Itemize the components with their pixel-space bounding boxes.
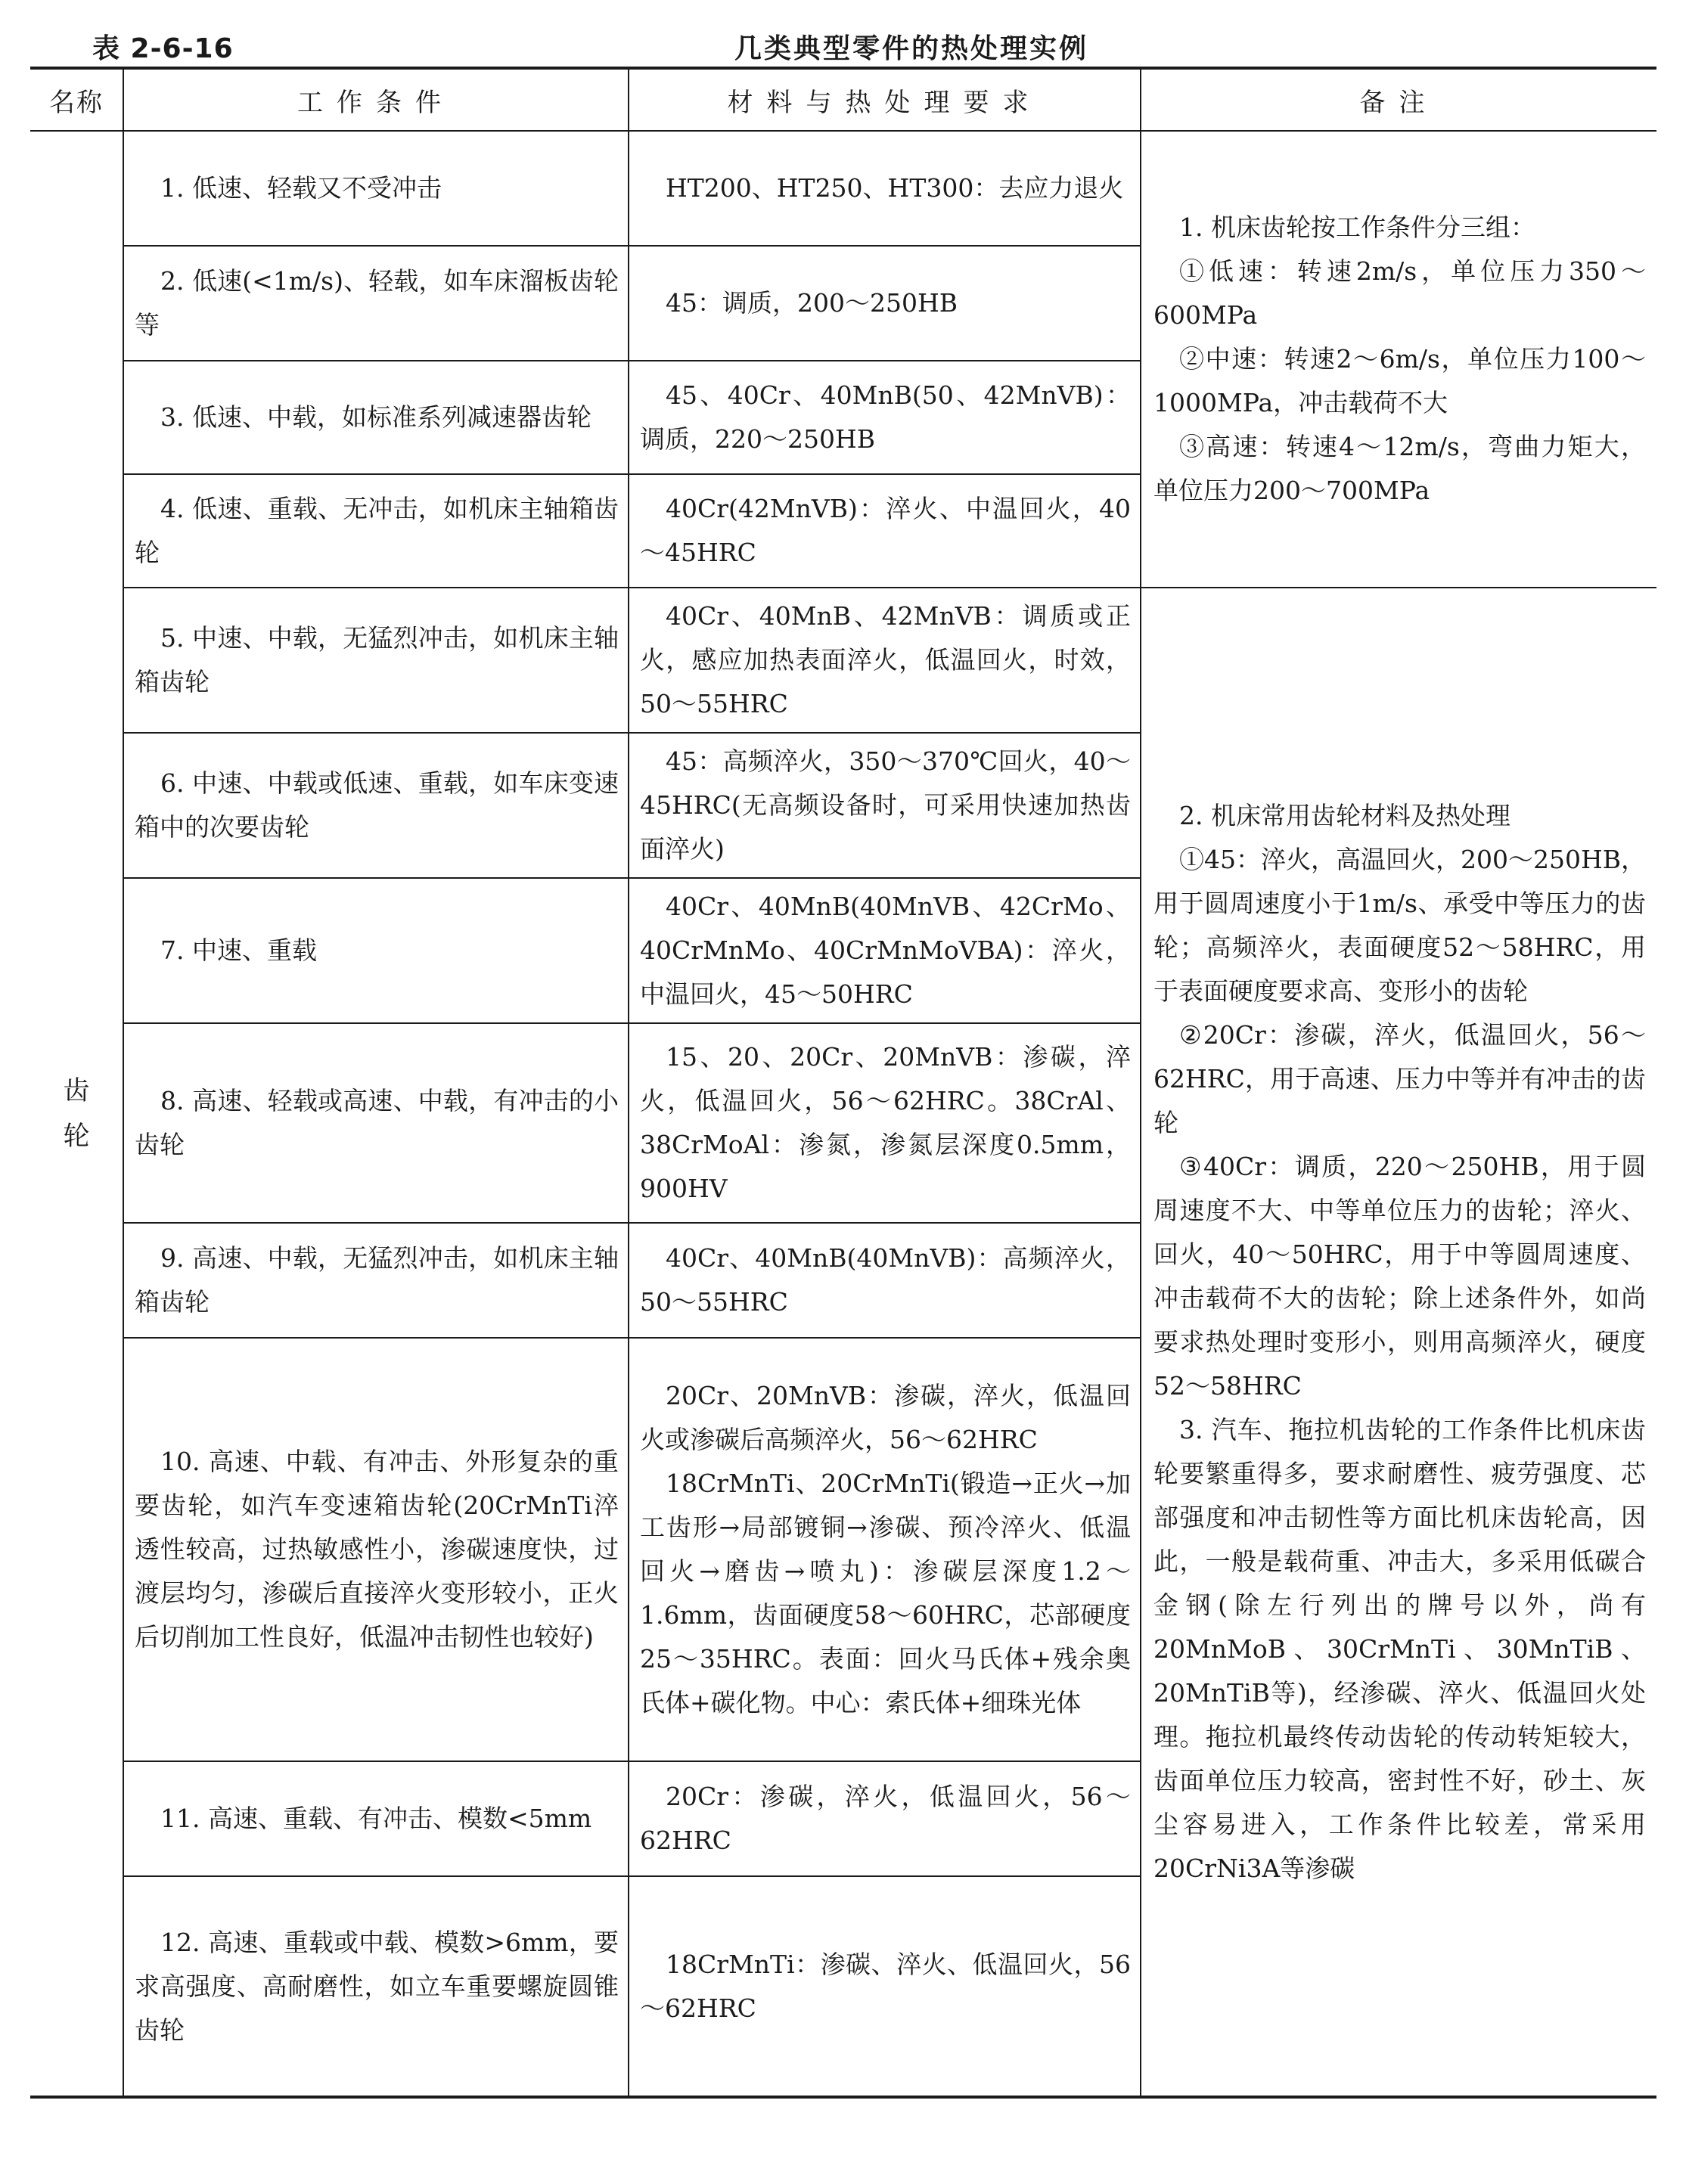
notes-group-1 [1141, 131, 1656, 588]
material-cell: 18CrMnTi：渗碳、淬火、低温回火，56～62HRC [629, 1876, 1141, 2097]
note-line: 2. 机床常用齿轮材料及热处理 [1179, 800, 1510, 830]
note-line: ②中速：转速2～6m/s，单位压力100～1000MPa，冲击载荷不大 [1153, 344, 1646, 417]
condition-cell: 3. 低速、中载，如标准系列减速器齿轮 [123, 361, 629, 474]
condition-cell: 10. 高速、中载、有冲击、外形复杂的重要齿轮，如汽车变速箱齿轮(20CrMnTi淬透性较高，过热敏感性小，渗碳速度快，过渡层均匀，渗碳后直接淬火变形较小，正火后切削加工性良好，低温冲击韧性也较好) [123, 1338, 629, 1761]
condition-cell: 1. 低速、轻载又不受冲击 [123, 131, 629, 246]
header-notes: 备注 [1141, 68, 1656, 131]
note-line: ③40Cr：调质，220～250HB，用于圆周速度不大、中等单位压力的齿轮；淬火、回火，40～50HRC，用于中等圆周速度、冲击载荷不大的齿轮；除上述条件外，如尚要求热处理时变形小，则用高频淬火，硬度52～58HRC [1153, 1151, 1646, 1401]
condition-cell: 7. 中速、重载 [123, 878, 629, 1023]
table-title: 几类典型零件的热处理实例 [734, 33, 1088, 64]
condition-cell: 12. 高速、重载或中载、模数>6mm，要求高强度、高耐磨性，如立车重要螺旋圆锥齿轮 [123, 1876, 629, 2097]
material-cell: 40Cr、40MnB(40MnVB、42CrMo、40CrMnMo、40CrMnMoVBA)：淬火，中温回火，45～50HRC [629, 878, 1141, 1023]
header-name: 名称 [30, 68, 123, 131]
notes-group-2 [1141, 588, 1656, 2097]
condition-cell: 5. 中速、中载，无猛烈冲击，如机床主轴箱齿轮 [123, 588, 629, 733]
condition-cell: 9. 高速、中载，无猛烈冲击，如机床主轴箱齿轮 [123, 1223, 629, 1338]
material-cell: 20Cr：渗碳，淬火，低温回火，56～62HRC [629, 1761, 1141, 1876]
condition-cell: 11. 高速、重载、有冲击、模数<5mm [123, 1761, 629, 1876]
material-cell: 15、20、20Cr、20MnVB：渗碳，淬火，低温回火，56～62HRC。38CrAl、38CrMoAl：渗氮，渗氮层深度0.5mm，900HV [629, 1023, 1141, 1223]
condition-cell: 4. 低速、重载、无冲击，如机床主轴箱齿轮 [123, 474, 629, 588]
header-conditions: 工作条件 [123, 68, 629, 131]
note-line: ②20Cr：渗碳，淬火，低温回火，56～62HRC，用于高速、压力中等并有冲击的齿轮 [1153, 1019, 1646, 1137]
material-cell [629, 1338, 1141, 1761]
note-line: ①低速：转速2m/s，单位压力350～600MPa [1153, 256, 1646, 330]
material-cell: 45、40Cr、40MnB(50、42MnVB)：调质，220～250HB [629, 361, 1141, 474]
heat-treatment-table [30, 67, 1656, 2099]
part-name-cell [30, 131, 123, 2097]
part-name: 齿轮 [63, 1075, 90, 1152]
material-paragraph: 20Cr、20MnVB：渗碳，淬火，低温回火或渗碳后高频淬火，56～62HRC [640, 1381, 1131, 1454]
header-row [30, 68, 1656, 131]
header-materials: 材料与热处理要求 [629, 68, 1141, 131]
material-cell: 40Cr、40MnB(40MnVB)：高频淬火，50～55HRC [629, 1223, 1141, 1338]
table-caption [30, 23, 1656, 67]
note-line: 3. 汽车、拖拉机齿轮的工作条件比机床齿轮要繁重得多，要求耐磨性、疲劳强度、芯部强度和冲击韧性等方面比机床齿轮高，因此，一般是载荷重、冲击大，多采用低碳合金钢(除左行列出的牌号以外，尚有20MnMoB、30CrMnTi、30MnTiB、20MnTiB等)，经渗碳、淬火、低温回火处理。拖拉机最终传动齿轮的传动转矩较大，齿面单位压力较高，密封性不好，砂土、灰尘容易进入，工作条件比较差，常采用20CrNi3A等渗碳 [1153, 1414, 1646, 1883]
material-cell: 45：调质，200～250HB [629, 246, 1141, 361]
condition-cell: 2. 低速(<1m/s)、轻载，如车床溜板齿轮等 [123, 246, 629, 361]
table-row [30, 588, 1656, 733]
material-cell: HT200、HT250、HT300：去应力退火 [629, 131, 1141, 246]
note-line: 1. 机床齿轮按工作条件分三组： [1179, 213, 1535, 242]
material-cell: 40Cr(42MnVB)：淬火、中温回火，40～45HRC [629, 474, 1141, 588]
page [30, 23, 1656, 2099]
note-line: ①45：淬火，高温回火，200～250HB，用于圆周速度小于1m/s、承受中等压力的齿轮；高频淬火，表面硬度52～58HRC，用于表面硬度要求高、变形小的齿轮 [1153, 844, 1646, 1006]
table-row [30, 131, 1656, 246]
material-cell: 45：高频淬火，350～370℃回火，40～45HRC(无高频设备时，可采用快速加热齿面淬火) [629, 733, 1141, 878]
table-number: 表 2-6-16 [92, 33, 234, 64]
material-cell: 40Cr、40MnB、42MnVB：调质或正火，感应加热表面淬火，低温回火，时效，50～55HRC [629, 588, 1141, 733]
note-line: ③高速：转速4～12m/s，弯曲力矩大，单位压力200～700MPa [1153, 432, 1646, 505]
material-paragraph: 18CrMnTi、20CrMnTi(锻造→正火→加工齿形→局部镀铜→渗碳、预冷淬火、低温回火→磨齿→喷丸)：渗碳层深度1.2～1.6mm，齿面硬度58～60HRC，芯部硬度25～35HRC。表面：回火马氏体+残余奥氏体+碳化物。中心：索氏体+细珠光体 [640, 1469, 1131, 1717]
condition-cell: 8. 高速、轻载或高速、中载，有冲击的小齿轮 [123, 1023, 629, 1223]
condition-cell: 6. 中速、中载或低速、重载，如车床变速箱中的次要齿轮 [123, 733, 629, 878]
